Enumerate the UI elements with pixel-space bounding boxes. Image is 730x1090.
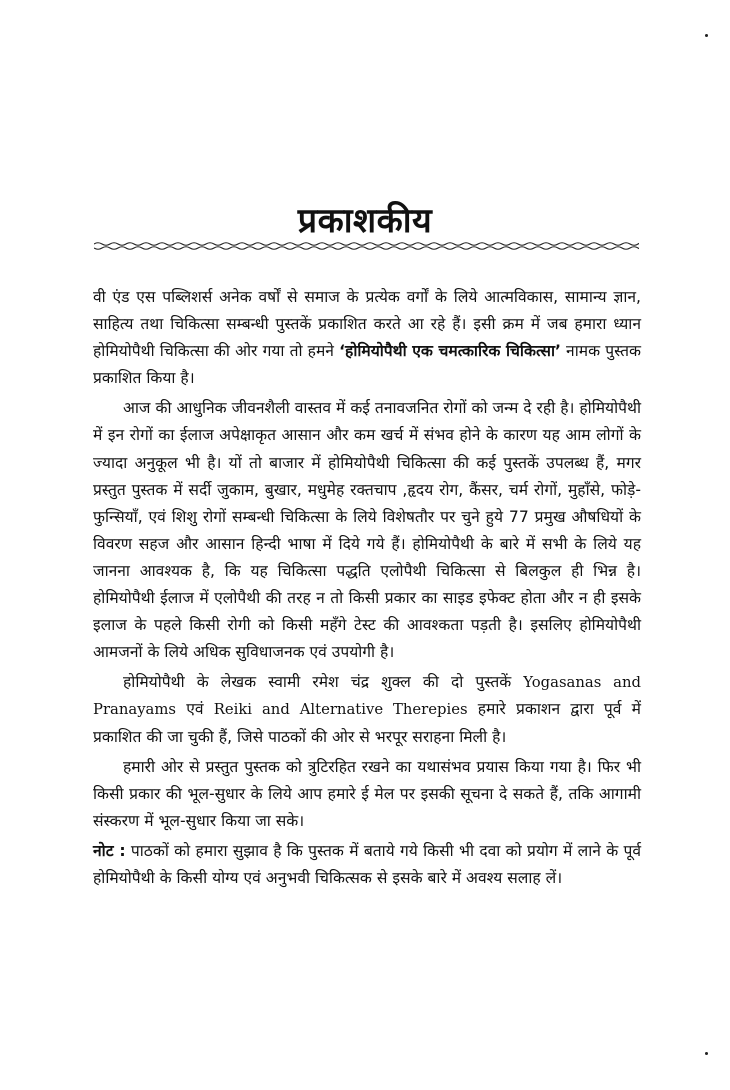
scan-mark-top bbox=[705, 34, 708, 37]
wavy-divider bbox=[94, 240, 639, 252]
paragraph-note bbox=[93, 838, 641, 892]
paragraph-intro bbox=[93, 284, 641, 392]
book-yogasanas: Yogasanas and Pranayams bbox=[93, 674, 641, 719]
note-label: नोट : bbox=[93, 841, 126, 860]
scan-mark-bottom bbox=[705, 1052, 708, 1055]
preface-body bbox=[93, 284, 641, 892]
book-reiki: Reiki and Alternative Therepies bbox=[213, 701, 468, 719]
paragraph-errata: हमारी ओर से प्रस्तुत पुस्तक को त्रुटिरहित रखने का यथासंभव प्रयास किया गया है। फिर भी किसी प्रकार की भूल-सुधार के लिये आप हमारे ई मेल पर इसकी सूचना दे सकते हैं, तकि आगामी संस्करण में भूल-सुधार किया जा सके। bbox=[93, 757, 641, 830]
note-text: पाठकों को हमारा सुझाव है कि पुस्तक में बताये गये किसी भी दवा को प्रयोग में लाने के पूर्व होमियोपैथी के किसी योग्य एवं अनुभवी चिकित्सक से इसके बारे में अवश्य सलाह लें। bbox=[93, 841, 642, 887]
paragraph-lifestyle: आज की आधुनिक जीवनशैली वास्तव में कई तनावजनित रोगों को जन्म दे रही है। होमियोपैथी में इन रोगों का ईलाज अपेक्षाकृत आसान और कम खर्च में संभव होने के कारण यह आम लोगों के ज्यादा अनुकूल भी है। यों तो बाजार में होमियोपैथी चिकित्सा की कई पुस्तकें उपलब्ध हैं, मगर प्रस्तुत पुस्तक में सर्दी जुकाम, बुखार, मधुमेह रक्तचाप ,हृदय रोग, कैंसर, चर्म रोगों, मुहाँसे, फोड़े-फुन्सियाँ, एवं शिशु रोगों सम्बन्धी चिकित्सा के लिये विशेषतौर पर चुने हुये 77 प्रमुख औषधियों के विवरण सहज और आसान हिन्दी भाषा में दिये गये हैं। होमियोपैथी के बारे में सभी के लिये यह जानना आवश्यक है, कि यह चिकित्सा पद्धति एलोपैथी चिकित्सा से बिलकुल ही भिन्न है। होमियोपैथी ईलाज में एलोपैथी की तरह न तो किसी प्रकार का साइड इफेक्ट होता और न ही इसके इलाज के पहले किसी रोगी को किसी महँगे टेस्ट की आवश्कता पड़ती है। इसलिए होमियोपैथी आमजनों के लिये अधिक सुविधाजनक एवं उपयोगी है। bbox=[93, 399, 641, 662]
paragraph-author-mid: एवं bbox=[176, 700, 214, 719]
paragraph-author-lead: होमियोपैथी के लेखक स्वामी रमेश चंद्र शुक्ल की दो पुस्तकें bbox=[123, 673, 524, 692]
paragraph-intro-text: वी एंड एस पब्लिशर्स अनेक वर्षों से समाज के प्रत्येक वर्गों के लिये आत्मविकास, सामान्य ज्ञान, साहित्य तथा चिकित्सा सम्बन्धी पुस्तकें प्रकाशित करते आ रहे हैं। इसी क्रम में जब हमारा ध्यान होमियोपैथी चिकित्सा की ओर गया तो हमने bbox=[93, 288, 641, 361]
paragraph-author-tail: हमारे प्रकाशन द्वारा पूर्व में प्रकाशित की जा चुकी हैं, जिसे पाठकों की ओर से भरपूर सराहना मिली है। bbox=[93, 700, 641, 746]
page-title: प्रकाशकीय bbox=[297, 201, 433, 241]
book-title: ‘होमियोपैथी एक चमत्कारिक चिकित्सा’ bbox=[339, 342, 561, 361]
paragraph-author bbox=[93, 669, 641, 750]
paragraph-intro-end: नामक पुस्तक प्रकाशित किया है। bbox=[93, 342, 641, 388]
